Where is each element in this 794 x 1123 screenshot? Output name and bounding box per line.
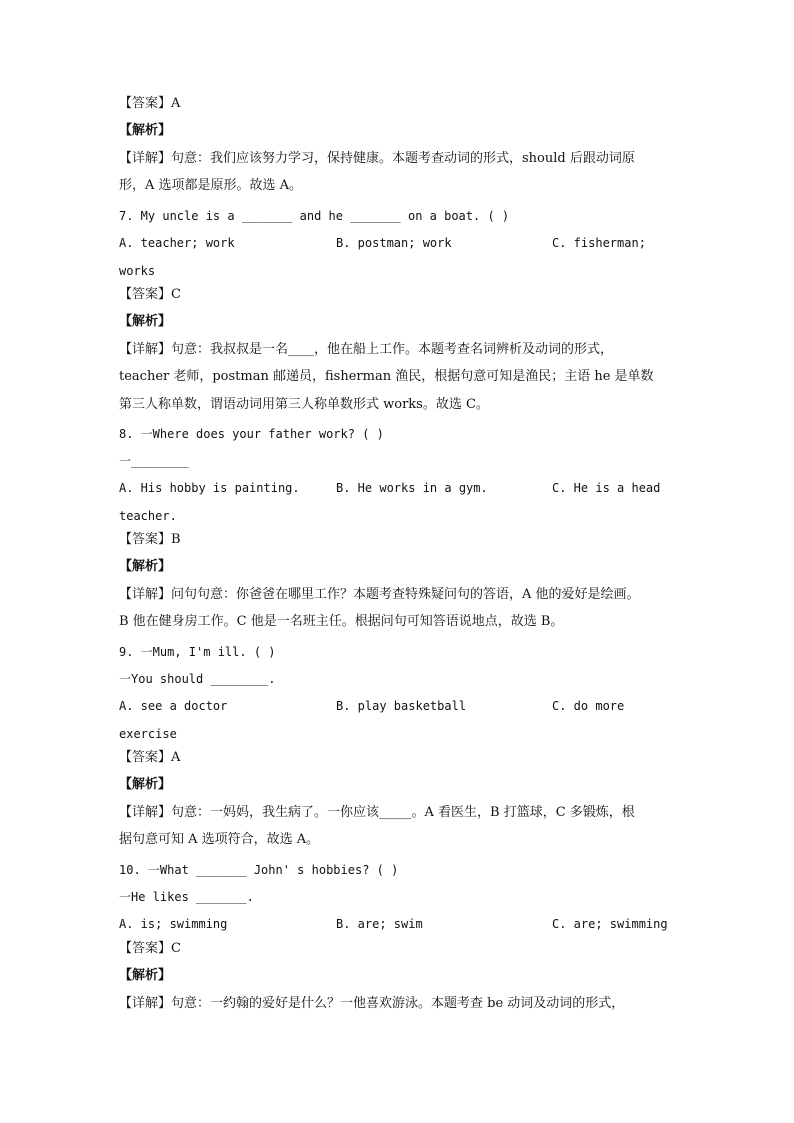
- option-b: B. are; swim: [336, 917, 423, 931]
- question-8: 8. 一Where does your father work? ( ): [119, 427, 384, 441]
- question-7: 7. My uncle is a _______ and he _______ on a boat. ( ): [119, 209, 510, 223]
- question-9: 9. 一Mum, I'm ill. ( ): [119, 645, 276, 659]
- option-b: B. postman; work: [336, 236, 452, 250]
- analysis-label: 【解析】: [119, 314, 172, 329]
- answer-blank: 一________: [119, 454, 189, 468]
- option-continuation: exercise: [119, 727, 177, 741]
- option-c: C. He is a head: [552, 481, 661, 495]
- question-10: 10. 一What _______ John' s hobbies? ( ): [119, 863, 399, 877]
- analysis-label: 【解析】: [119, 968, 172, 983]
- explanation-text: B 他在健身房工作。C 他是一名班主任。根据问句可知答语说地点，故选 B。: [119, 614, 564, 629]
- explanation-text: teacher 老师，postman 邮递员，fisherman 渔民，根据句意可知是渔民；主语 he 是单数: [119, 369, 654, 384]
- analysis-label: 【解析】: [119, 123, 172, 138]
- option-c: C. do more: [552, 699, 625, 713]
- option-b: B. play basketball: [336, 699, 467, 713]
- option-c: C. fisherman;: [552, 236, 646, 250]
- answer-label: 【答案】A: [119, 96, 181, 111]
- answer-label: 【答案】B: [119, 532, 181, 547]
- option-b: B. He works in a gym.: [336, 481, 488, 495]
- answer-label: 【答案】C: [119, 941, 181, 956]
- option-c: C. are; swimming: [552, 917, 668, 931]
- explanation-text: 形，A 选项都是原形。故选 A。: [119, 178, 303, 193]
- option-a: A. His hobby is painting.: [119, 481, 300, 495]
- option-a: A. is; swimming: [119, 917, 228, 931]
- dialogue-line: 一You should ________.: [119, 672, 276, 686]
- analysis-label: 【解析】: [119, 777, 172, 792]
- explanation-text: 【详解】句意：一约翰的爱好是什么？一他喜欢游泳。本题考查 be 动词及动词的形式，: [119, 996, 625, 1011]
- option-continuation: teacher.: [119, 509, 177, 523]
- option-a: A. see a doctor: [119, 699, 228, 713]
- analysis-label: 【解析】: [119, 559, 172, 574]
- explanation-text: 据句意可知 A 选项符合，故选 A。: [119, 832, 320, 847]
- explanation-text: 【详解】句意：一妈妈，我生病了。一你应该_____。A 看医生，B 打篮球，C 多锻炼，根: [119, 805, 635, 820]
- option-continuation: works: [119, 264, 156, 278]
- option-a: A. teacher; work: [119, 236, 235, 250]
- explanation-text: 第三人称单数，谓语动词用第三人称单数形式 works。故选 C。: [119, 397, 489, 412]
- explanation-text: 【详解】问句句意：你爸爸在哪里工作？本题考查特殊疑问句的答语，A 他的爱好是绘画。: [119, 587, 640, 602]
- explanation-text: 【详解】句意：我们应该努力学习，保持健康。本题考查动词的形式，should 后跟动词原: [119, 151, 635, 166]
- answer-label: 【答案】A: [119, 750, 181, 765]
- dialogue-line: 一He likes _______.: [119, 890, 254, 904]
- answer-label: 【答案】C: [119, 287, 181, 302]
- explanation-text: 【详解】句意：我叔叔是一名____，他在船上工作。本题考查名词辨析及动词的形式，: [119, 342, 614, 357]
